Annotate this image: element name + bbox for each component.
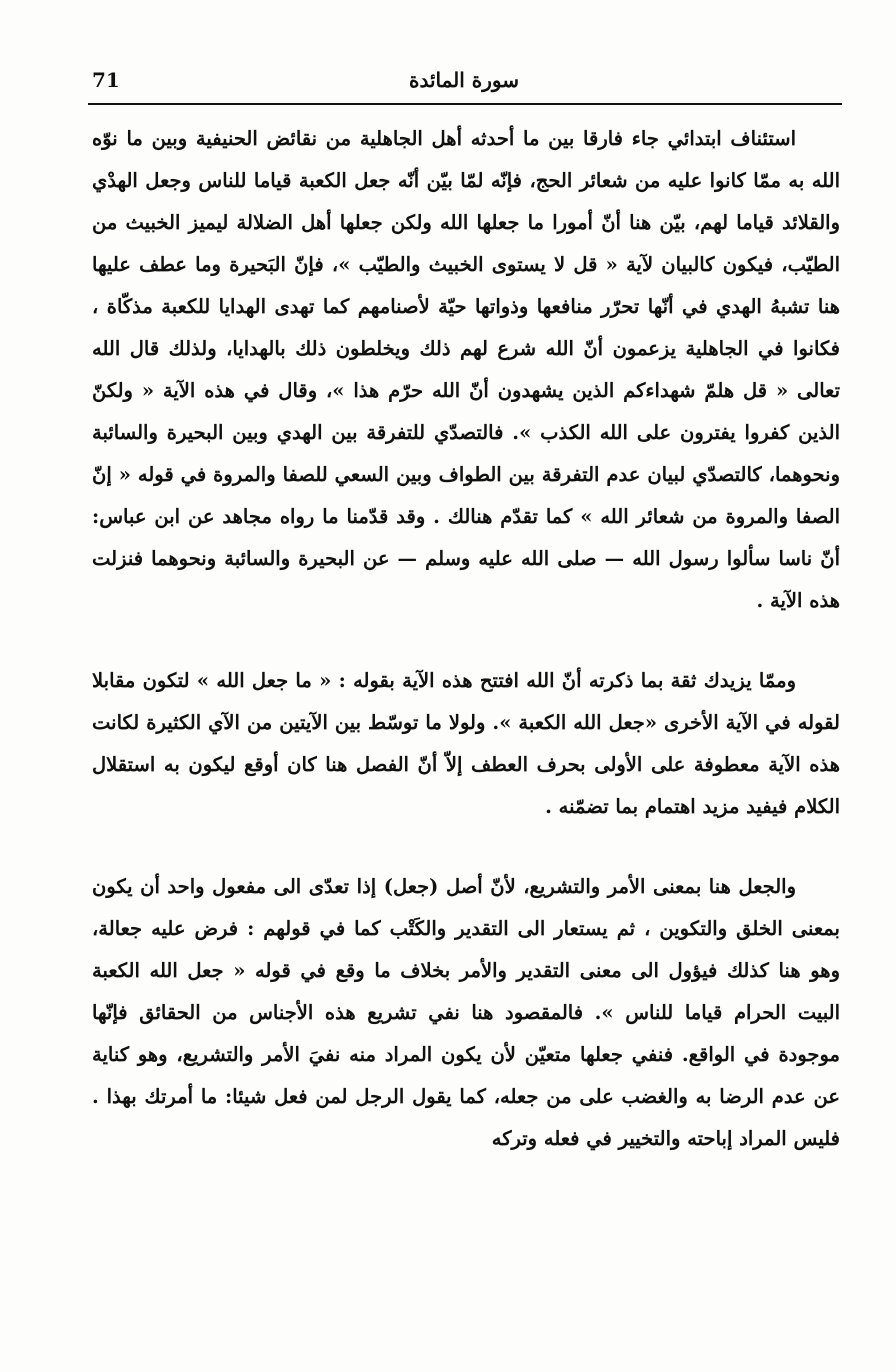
paragraph-3-text: والجعل هنا بمعنى الأمر والتشريع، لأنّ أصل (جعل) إذا تعدّى الى مفعول واحد أن يكون بمعنى الخلق والتكوين ، ثم يستعار الى التقدير والكَتْب كما في قولهم : فرض عليه جعالة، وهو هنا كذلك فيؤول الى معنى التقدير والأمر بخلاف ما وقع في قوله « جعل الله الكعبة البيت الحرام قياما للناس ». فالمقصود هنا نفي تشريع هذه الأجناس من الحقائق فإنّها موجودة في الواقع. فنفي جعلها متعيّن لأن يكون المراد منه نفيَ الأمر والتشريع، وهو كناية عن عدم الرضا به والغضب على من جعله، كما يقول الرجل لمن فعل شيئا: ما أمرتك بهذا . فليس المراد إباحته والتخيير في فعله وتركه [92, 875, 840, 1150]
page-header [88, 66, 840, 100]
running-title: سورة المائدة [408, 68, 520, 92]
paragraph-1 [92, 118, 840, 622]
header-divider [88, 103, 842, 105]
paragraph-2 [92, 660, 840, 828]
page-body [92, 118, 840, 1160]
paragraph-3 [92, 866, 840, 1160]
page-number: 71 [92, 68, 120, 92]
paragraph-2-text: وممّا يزيدك ثقة بما ذكرته أنّ الله افتتح هذه الآية بقوله : « ما جعل الله » لتكون مقابلا لقوله في الآية الأخرى «جعل الله الكعبة ». ولولا ما توسّط بين الآيتين من الآي الكثيرة لكانت هذه الآية معطوفة على الأولى بحرف العطف إلاّ أنّ الفصل هنا كان أوقع ليكون به استقلال الكلام فيفيد مزيد اهتمام بما تضمّنه . [92, 669, 840, 818]
paragraph-1-text: استئناف ابتدائي جاء فارقا بين ما أحدثه أهل الجاهلية من نقائض الحنيفية وبين ما نوّه الله به ممّا كانوا عليه من شعائر الحج، فإنّه لمّا بيّن أنّه جعل الكعبة قياما للناس وجعل الهدْي والقلائد قياما لهم، بيّن هنا أنّ أمورا ما جعلها الله ولكن جعلها أهل الضلالة ليميز الخبيث من الطيّب، فيكون كالبيان لآية « قل لا يستوى الخبيث والطيّب »، فإنّ البَحيرة وما عطف عليها هنا تشبهُ الهدي في أنّها تحرّر منافعها وذواتها حيّة لأصنامهم كما تهدى الهدايا للكعبة مذكّاة ، فكانوا في الجاهلية يزعمون أنّ الله شرع لهم ذلك ويخلطون ذلك بالهدايا، ولذلك قال الله تعالى « قل هلمّ شهداءكم الذين يشهدون أنّ الله حرّم هذا »، وقال في هذه الآية « ولكنّ الذين كفروا يفترون على الله الكذب ». فالتصدّي للتفرقة بين الهدي وبين البحيرة والسائبة ونحوهما، كالتصدّي لبيان عدم التفرقة بين الطواف وبين السعي للصفا والمروة في قوله « إنّ الصفا والمروة من شعائر الله » كما تقدّم هنالك . وقد قدّمنا ما رواه مجاهد عن ابن عباس: أنّ ناسا سألوا رسول الله — صلى الله عليه وسلم — عن البحيرة والسائبة ونحوهما فنزلت هذه الآية . [92, 127, 840, 612]
